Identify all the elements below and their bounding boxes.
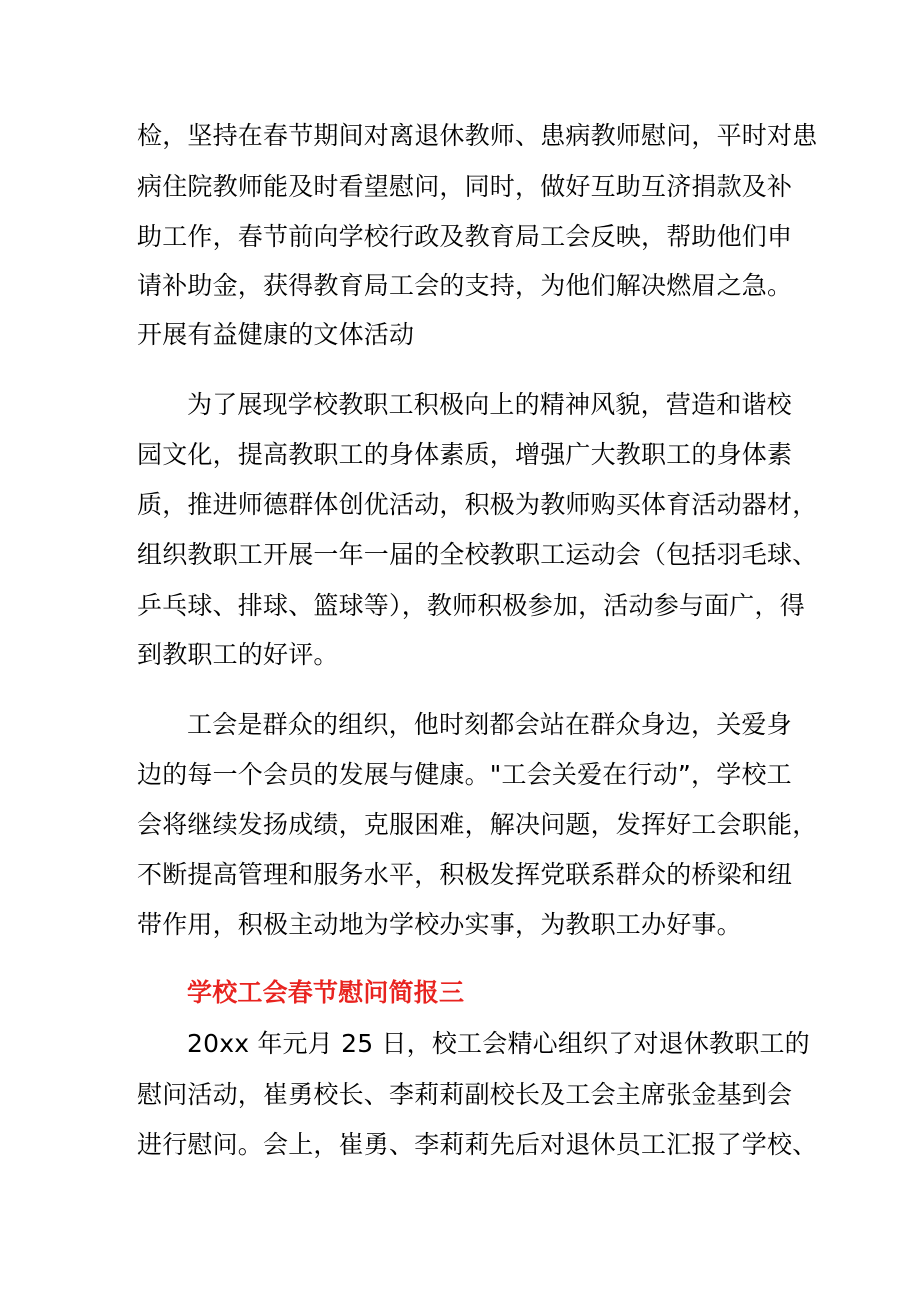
paragraph-line: 进行慰问。会上，崔勇、李莉莉先后对退休员工汇报了学校、 <box>137 1130 818 1159</box>
paragraph-line: 到教职工的好评。 <box>137 640 339 669</box>
section-title: 学校工会春节慰问简报三 <box>187 978 465 1007</box>
paragraph-line: 为了展现学校教职工积极向上的精神风貌，营造和谐校 <box>187 390 792 419</box>
paragraph-line: 乒乓球、排球、篮球等），教师积极参加，活动参与面广，得 <box>137 591 805 620</box>
paragraph-line: 园文化，提高教职工的身体素质，增强广大教职工的身体素 <box>137 440 793 469</box>
paragraph-line: 20xx 年元月 25 日，校工会精心组织了对退休教职工的 <box>187 1029 810 1058</box>
paragraph-line: 助工作，春节前向学校行政及教育局工会反映，帮助他们申 <box>137 222 793 251</box>
paragraph-line: 带作用，积极主动地为学校办实事，为教职工办好事。 <box>137 910 742 939</box>
paragraph-line: 会将继续发扬成绩，克服困难，解决问题，发挥好工会职能， <box>137 810 818 839</box>
paragraph-line: 检，坚持在春节期间对离退休教师、患病教师慰问，平时对患 <box>137 121 818 150</box>
paragraph-line: 请补助金，获得教育局工会的支持，为他们解决燃眉之急。 <box>137 271 793 300</box>
paragraph-line: 组织教职工开展一年一届的全校教职工运动会（包括羽毛球、 <box>137 540 818 569</box>
paragraph-line: 边的每一个会员的发展与健康。"工会关爱在行动”，学校工 <box>137 760 792 789</box>
subheading: 开展有益健康的文体活动 <box>137 320 415 349</box>
paragraph-line: 工会是群众的组织，他时刻都会站在群众身边，关爱身 <box>187 710 792 739</box>
paragraph-line: 不断提高管理和服务水平，积极发挥党联系群众的桥梁和纽 <box>137 860 793 889</box>
paragraph-line: 质，推进师德群体创优活动，积极为教师购买体育活动器材， <box>137 490 818 519</box>
paragraph-line: 病住院教师能及时看望慰问，同时，做好互助互济捐款及补 <box>137 172 793 201</box>
paragraph-line: 慰问活动，崔勇校长、李莉莉副校长及工会主席张金基到会 <box>137 1080 793 1109</box>
